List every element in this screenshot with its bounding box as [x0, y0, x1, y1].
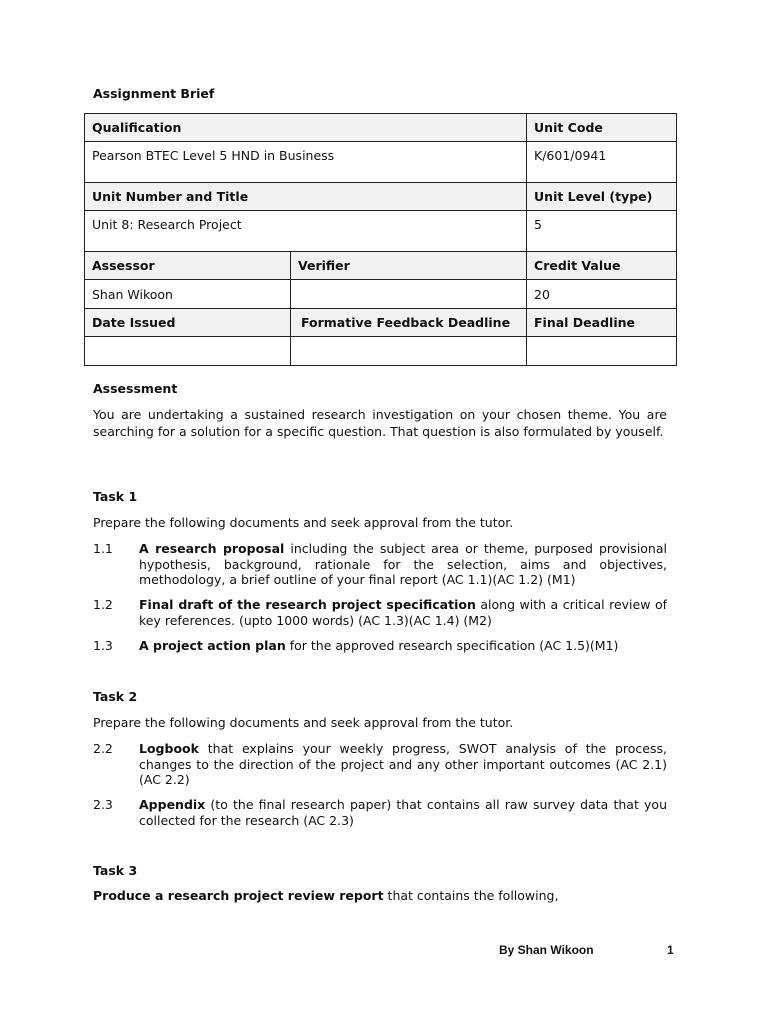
assessment-text: You are undertaking a sustained research investigation on your chosen theme. You are searching for a solution for a specific question. That question is also formulated by youself.: [93, 407, 667, 439]
verifier-label: Verifier: [291, 252, 527, 280]
table-row: [85, 280, 677, 309]
qualification-value: Pearson BTEC Level 5 HND in Business: [85, 142, 527, 183]
item-body-text: for the approved research specification (AC 1.5)(M1): [285, 638, 619, 653]
qualification-label: Qualification: [85, 114, 527, 142]
item-bold-text: A research proposal: [139, 541, 285, 556]
footer-author: By Shan Wikoon: [499, 943, 594, 957]
item-bold-text: A project action plan: [139, 638, 286, 653]
list-item: [93, 597, 667, 628]
unit-code-value: K/601/0941: [527, 142, 677, 183]
table-row: [85, 142, 677, 183]
item-text: [139, 797, 667, 828]
item-bold-text: Logbook: [139, 741, 199, 756]
item-body-text: that explains your weekly progress, SWOT analysis of the process, changes to the direction of the project and any other important outcomes (AC 2.1) (AC 2.2): [139, 741, 667, 787]
credit-value-value: 20: [527, 280, 677, 309]
table-row: [85, 183, 677, 211]
item-number: 1.3: [93, 638, 113, 653]
formative-deadline-label: Formative Feedback Deadline: [291, 309, 527, 337]
task1-intro: Prepare the following documents and seek approval from the tutor.: [93, 515, 514, 530]
assignment-brief-table: [84, 113, 677, 366]
table-row: [85, 309, 677, 337]
item-body-text: along with a critical review of key references. (upto 1000 words) (AC 1.3)(AC 1.4) (M2): [139, 597, 667, 628]
item-number: 1.1: [93, 541, 113, 556]
task3-intro: [93, 888, 667, 903]
final-deadline-value: [527, 337, 677, 366]
table-row: [85, 337, 677, 366]
assessor-value: Shan Wikoon: [85, 280, 291, 309]
table-row: [85, 114, 677, 142]
date-issued-value: [85, 337, 291, 366]
list-item: [93, 741, 667, 788]
item-bold-text: Final draft of the research project specification: [139, 597, 476, 612]
table-row: [85, 252, 677, 280]
item-text: [139, 541, 667, 588]
assessment-heading: Assessment: [93, 381, 178, 396]
task3-heading: Task 3: [93, 863, 138, 878]
table-row: [85, 211, 677, 252]
final-deadline-label: Final Deadline: [527, 309, 677, 337]
page-number: 1: [667, 943, 674, 957]
list-item: [93, 797, 667, 828]
formative-deadline-value: [291, 337, 527, 366]
date-issued-label: Date Issued: [85, 309, 291, 337]
item-number: 2.2: [93, 741, 113, 756]
item-text: [139, 741, 667, 788]
credit-value-label: Credit Value: [527, 252, 677, 280]
item-bold-text: Appendix: [139, 797, 206, 812]
task2-intro: Prepare the following documents and seek approval from the tutor.: [93, 715, 514, 730]
assessor-label: Assessor: [85, 252, 291, 280]
item-body-text: including the subject area or theme, purposed provisional hypothesis, background, rationale for the selection, aims and objectives, methodology, a brief outline of your final report (AC 1.1)(AC 1.2) (M1): [139, 541, 667, 587]
task3-intro-text: that contains the following,: [383, 888, 559, 903]
unit-level-value: 5: [527, 211, 677, 252]
item-body-text: (to the final research paper) that contains all raw survey data that you collected for the research (AC 2.3): [139, 797, 667, 828]
unit-number-title-label: Unit Number and Title: [85, 183, 527, 211]
item-number: 2.3: [93, 797, 113, 812]
item-number: 1.2: [93, 597, 113, 612]
item-text: [139, 638, 667, 654]
task2-heading: Task 2: [93, 689, 138, 704]
item-text: [139, 597, 667, 628]
unit-level-label: Unit Level (type): [527, 183, 677, 211]
unit-number-title-value: Unit 8: Research Project: [85, 211, 527, 252]
document-title: Assignment Brief: [93, 86, 215, 101]
verifier-value: [291, 280, 527, 309]
task1-heading: Task 1: [93, 489, 138, 504]
task3-intro-bold: Produce a research project review report: [93, 888, 384, 903]
list-item: [93, 638, 667, 654]
list-item: [93, 541, 667, 588]
unit-code-label: Unit Code: [527, 114, 677, 142]
